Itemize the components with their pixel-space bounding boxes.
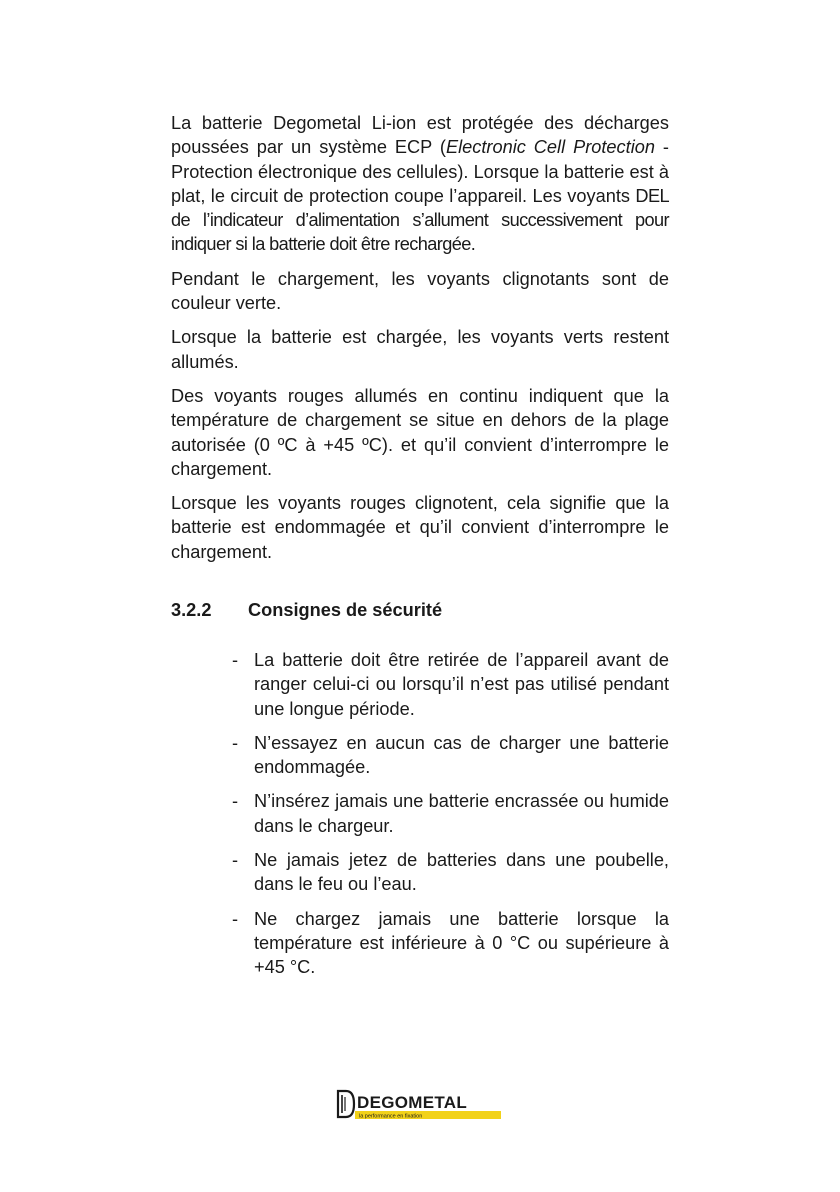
bullet-dash: - (232, 908, 239, 929)
section-number: 3.2.2 (171, 600, 212, 620)
list-item-text: Ne jamais jetez de batteries dans une poubelle, dans le feu ou l’eau. (254, 850, 669, 895)
bullet-dash: - (232, 732, 239, 753)
logo-emblem-icon (338, 1091, 354, 1117)
list-item (232, 648, 669, 721)
list-item (232, 731, 669, 780)
list-item (232, 848, 669, 897)
list-item-text: La batterie doit être retirée de l’appareil avant de ranger celui-ci ou lorsqu’il n’est pas utilisé pendant une longue période. (254, 650, 669, 719)
safety-list (232, 648, 669, 990)
paragraph-red-continuous: Des voyants rouges allumés en continu indiquent que la température de chargement se situe en dehors de la plage autorisée (0 ºC à +45 ºC). et qu’il convient d’interrompre le chargement. (171, 385, 669, 479)
bullet-dash: - (232, 791, 239, 812)
paragraph-charged-green: Lorsque la batterie est chargée, les voyants verts restent allumés. (171, 327, 669, 372)
bullet-dash: - (232, 850, 239, 871)
paragraph-charging-green: Pendant le chargement, les voyants clignotants sont de couleur verte. (171, 268, 669, 314)
list-item (232, 907, 669, 980)
list-item-text: N’insérez jamais une batterie encrassée ou humide dans le chargeur. (254, 791, 669, 836)
list-item (232, 789, 669, 838)
paragraph-text: La batterie Degometal Li-ion est protégée des décharges poussées par un système ECP ( (171, 113, 669, 158)
body-text (171, 111, 669, 574)
ecp-term: Electronic Cell Protection (445, 137, 655, 158)
paragraph-text: - Protection électronique des cellules). Lorsque la batterie est à plat, le circuit de protection coupe l’appareil. Les voyants (171, 137, 669, 206)
list-item-text: Ne chargez jamais une batterie lorsque la température est inférieure à 0 °C ou supérieure à +45 °C. (254, 908, 669, 978)
bullet-dash: - (232, 650, 239, 670)
paragraph-ecp-protection (171, 111, 669, 257)
degometal-logo (335, 1087, 503, 1123)
logo-wordmark: DEGOMETAL (357, 1093, 468, 1112)
paragraph-red-blinking: Lorsque les voyants rouges clignotent, cela signifie que la batterie est endommagée et qu’il convient d’interrompre le chargement. (171, 493, 669, 562)
section-title: Consignes de sécurité (248, 600, 443, 620)
section-heading (171, 598, 442, 622)
logo-tagline: la performance en fixation (359, 1113, 423, 1120)
paragraph-text: DEL de l’indicateur d’alimentation s’allument successivement pour indiquer si la batterie doit être rechargée. (171, 185, 669, 255)
list-item-text: N’essayez en aucun cas de charger une batterie endommagée. (254, 732, 669, 778)
